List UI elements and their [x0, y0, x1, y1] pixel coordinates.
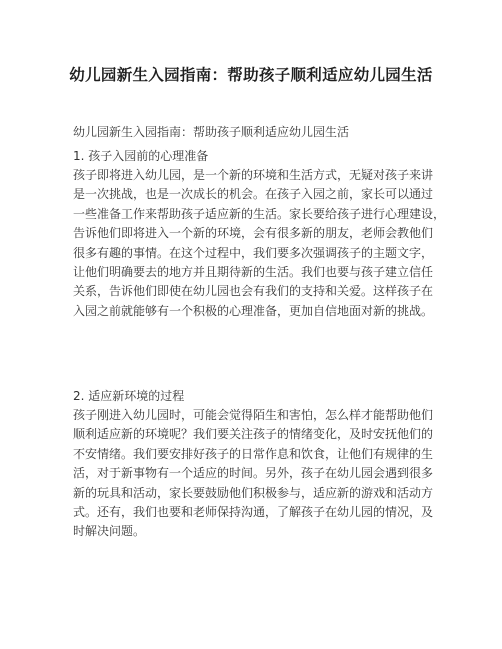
- section-psychological-preparation: [73, 146, 445, 321]
- document-title: 幼儿园新生入园指南：帮助孩子顺利适应幼儿园生活: [69, 66, 433, 84]
- section-adapting-environment: [73, 386, 445, 542]
- paragraph-line: 一些准备工作来帮助孩子适应新的生活。家长要给孩子进行心理建设，: [73, 206, 446, 221]
- paragraph-line: 是一次挑战，也是一次成长的机会。在孩子入园之前，家长可以通过: [73, 187, 434, 202]
- paragraph-line: 关系，告诉他们即使在幼儿园也会有我们的支持和关爱。这样孩子在: [73, 284, 434, 299]
- section-heading: 2. 适应新环境的过程: [73, 389, 185, 403]
- paragraph-line: 告诉他们即将进入一个新的环境，会有很多新的朋友，老师会教他们: [73, 226, 434, 241]
- paragraph-line: 不安情绪。我们要安排好孩子的日常作息和饮食，让他们有规律的生: [73, 446, 434, 461]
- paragraph-line: 孩子即将进入幼儿园，是一个新的环境和生活方式，无疑对孩子来讲: [73, 168, 434, 182]
- section-heading: 1. 孩子入园前的心理准备: [73, 149, 209, 163]
- paragraph-line: 孩子刚进入幼儿园时，可能会觉得陌生和害怕，怎么样才能帮助他们: [73, 408, 434, 422]
- paragraph-line: 新的玩具和活动，家长要鼓励他们积极参与，适应新的游戏和活动方: [73, 485, 434, 500]
- paragraph-line: 时解决问题。: [73, 524, 146, 539]
- paragraph-line: 顺利适应新的环境呢？我们要关注孩子的情绪变化，及时安抚他们的: [73, 427, 434, 442]
- paragraph-line: 式。还有，我们也要和老师保持沟通，了解孩子在幼儿园的情况，及: [73, 504, 434, 519]
- paragraph-line: 入园之前就能够有一个积极的心理准备，更加自信地面对新的挑战。: [73, 303, 434, 318]
- document-subtitle: 幼儿园新生入园指南：帮助孩子顺利适应幼儿园生活: [73, 125, 350, 139]
- paragraph-line: 活，对于新事物有一个适应的时间。另外，孩子在幼儿园会遇到很多: [73, 466, 434, 481]
- paragraph-line: 让他们明确要去的地方并且期待新的生活。我们也要与孩子建立信任: [73, 264, 434, 279]
- paragraph-line: 很多有趣的事情。在这个过程中，我们要多次强调孩子的主题文字，: [73, 245, 434, 260]
